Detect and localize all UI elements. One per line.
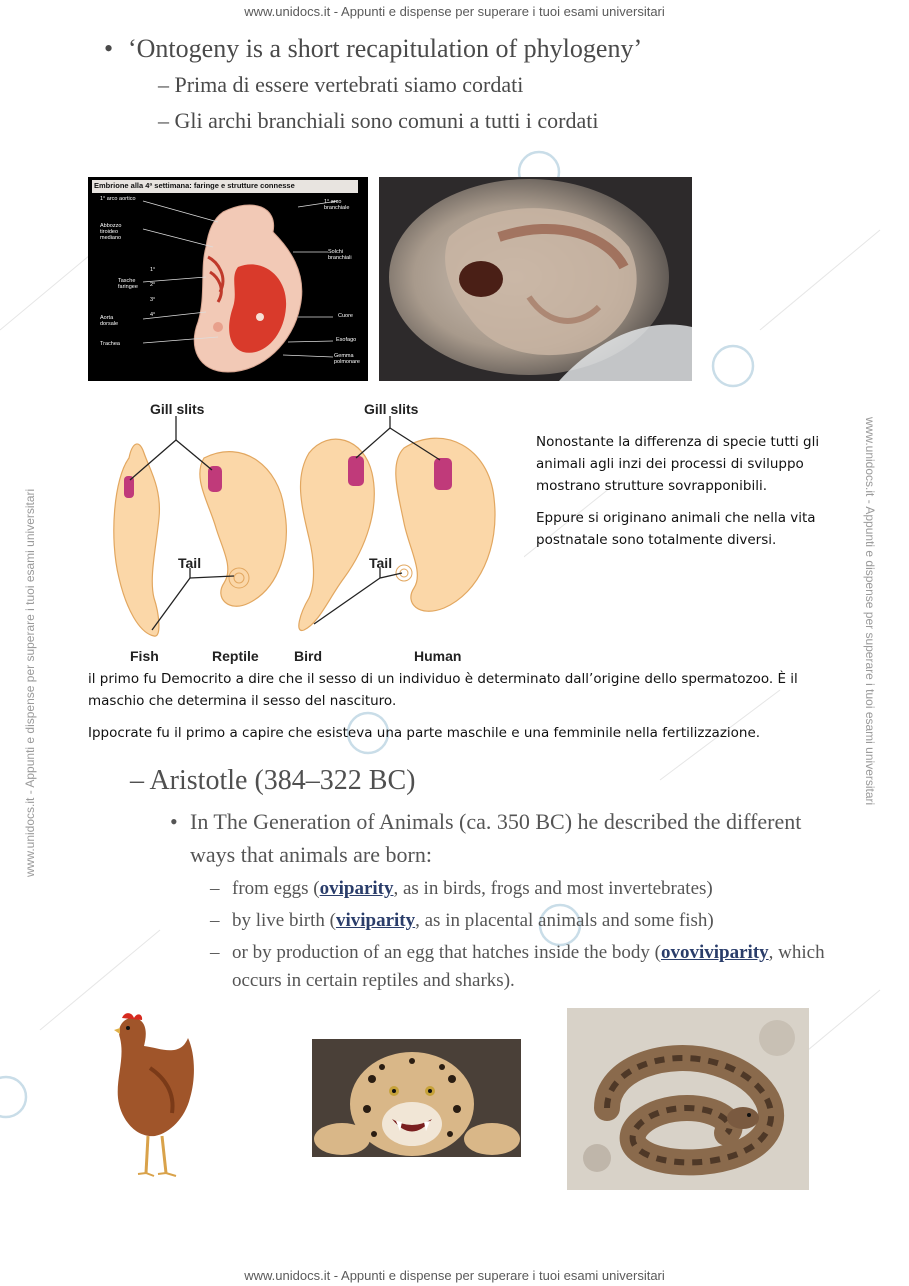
watermark-bottom: www.unidocs.it - Appunti e dispense per superare i tuoi esami universitari: [244, 1268, 665, 1283]
embryo-label-r1: Solchi branchiali: [328, 249, 352, 261]
embryo-label-r3: Esofago: [336, 337, 357, 343]
embryo-label-r0: 1° arco branchiale: [324, 199, 350, 211]
ovoviviparity-link[interactable]: ovoviviparity: [660, 942, 769, 963]
embryo-diagram-title: Embrione alla 4ª settimana: faringe e strutture connesse: [94, 181, 295, 190]
gill-slits-label-1: Gill slits: [150, 401, 205, 417]
hen-photo: [100, 1008, 210, 1188]
body-text-p2: Ippocrate fu il primo a capire che esisteva una parte maschile e una femminile nella fertilizzazione.: [88, 725, 761, 741]
watermark-left: www.unidocs.it - Appunti e dispense per superare i tuoi esami universitari: [23, 488, 37, 877]
side-note: [536, 431, 836, 551]
leopard-photo: [312, 1039, 521, 1157]
slide2-items: [130, 875, 830, 995]
slide1-sub2: – Gli archi branchiali sono comuni a tutti i cordati: [158, 108, 599, 133]
embryo-label-l3: Aorta dorsale: [100, 315, 119, 327]
list-item: [210, 939, 830, 995]
slide2-bullet: In The Generation of Animals (ca. 350 BC) he described the different ways that animals are born:: [190, 809, 802, 867]
body-text-p1: il primo fu Democrito a dire che il sesso di un individuo è determinato dall’origine dello spermatozoo. È il maschio che determina il sesso del nascituro.: [88, 671, 798, 709]
pouch-num-3: 3°: [150, 297, 156, 303]
watermark-right: www.unidocs.it - Appunti e dispense per superare i tuoi esami universitari: [863, 417, 877, 806]
species-label-human: Human: [414, 648, 462, 664]
pouch-numbers: [150, 263, 155, 323]
embryo-label-r2: Cuore: [338, 313, 353, 319]
item-text-post: , as in placental animals and some fish): [415, 910, 714, 931]
list-item: [210, 875, 830, 903]
viper-photo: [567, 1008, 809, 1190]
tail-label-2: Tail: [369, 555, 393, 571]
slide2-heading: – Aristotle (384–322 BC): [130, 765, 416, 796]
embryo-label-r4: Gemma polmonare: [334, 353, 360, 365]
list-item: [210, 907, 830, 935]
body-text: [88, 668, 818, 744]
item-text-pre: from eggs (: [232, 878, 320, 899]
side-note-p2: Eppure si originano animali che nella vita postnatale sono totalmente diversi.: [536, 510, 816, 548]
slide1-title: ‘Ontogeny is a short recapitulation of phylogeny’: [128, 34, 643, 63]
slide1: [104, 34, 804, 134]
embryo-label-l1: Abbozzo tiroideo mediano: [100, 223, 122, 241]
gill-slits-label-2: Gill slits: [364, 401, 419, 417]
species-label-bird: Bird: [294, 648, 322, 664]
embryo-photo: [379, 177, 692, 381]
oviparity-link[interactable]: oviparity: [319, 878, 394, 899]
slide2: [130, 765, 830, 995]
embryo-label-l2: Tasche faringee: [118, 278, 138, 290]
species-label-reptile: Reptile: [212, 648, 259, 664]
viviparity-link[interactable]: viviparity: [335, 910, 416, 931]
slide1-sub1: – Prima di essere vertebrati siamo cordati: [158, 72, 524, 97]
watermark-top: www.unidocs.it - Appunti e dispense per superare i tuoi esami universitari: [244, 4, 665, 19]
slide2-bullet-dot: •: [170, 809, 178, 834]
item-text-pre: by live birth (: [232, 910, 336, 931]
pouch-num-4: 4°: [150, 312, 156, 318]
pouch-num-1: 1°: [150, 267, 156, 273]
item-text-post: , as in birds, frogs and most invertebrates): [393, 878, 713, 899]
tail-label-1: Tail: [178, 555, 202, 571]
embryo-label-l0: 1° arco aortico: [100, 196, 136, 202]
embryo-label-l4: Trachea: [100, 341, 120, 347]
bullet-dot: •: [104, 34, 114, 63]
pouch-num-2: 2°: [150, 282, 156, 288]
item-dash: –: [210, 878, 220, 899]
comparison-diagram: [104, 398, 524, 668]
item-text-pre: or by production of an egg that hatches inside the body (: [232, 942, 661, 963]
item-dash: –: [210, 942, 220, 963]
item-text-post: , which occurs in certain reptiles and sharks).: [232, 942, 825, 991]
species-label-fish: Fish: [130, 648, 159, 664]
embryo-diagram: [88, 177, 368, 381]
item-dash: –: [210, 910, 220, 931]
side-note-p1: Nonostante la differenza di specie tutti gli animali agli inzi dei processi di sviluppo mostrano strutture sovrapponibili.: [536, 434, 820, 494]
